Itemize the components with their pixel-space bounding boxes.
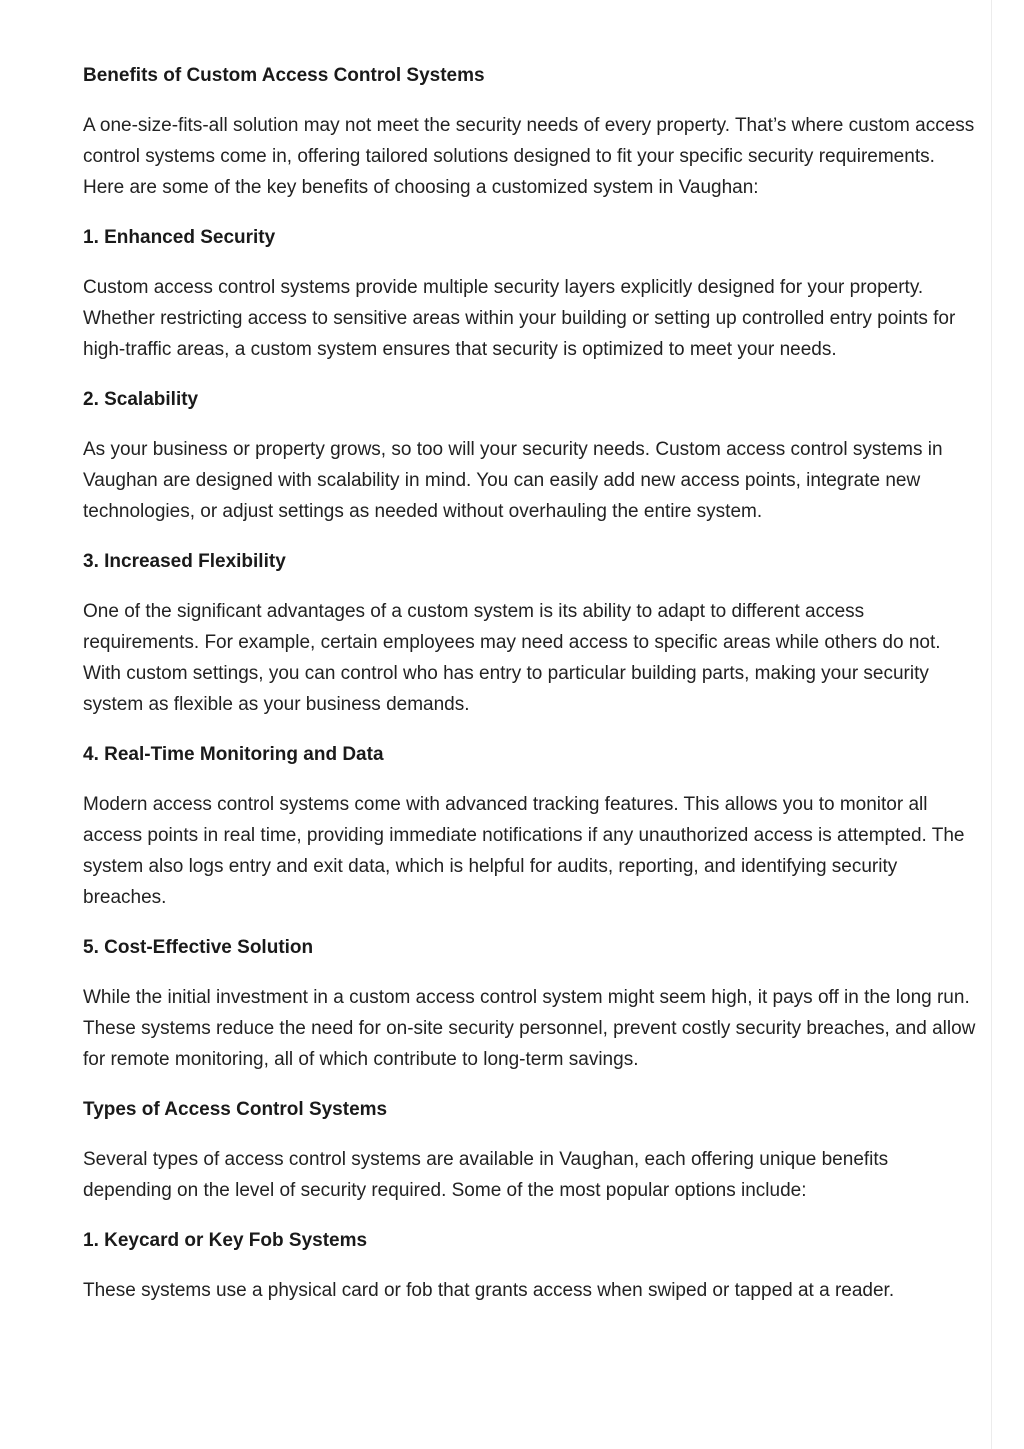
- section-heading-types: Types of Access Control Systems: [83, 1099, 388, 1120]
- section-heading-benefits: Benefits of Custom Access Control Systems: [83, 65, 485, 86]
- scalability-paragraph: As your business or property grows, so too will your security needs. Custom access control systems in Vaughan are designed with scalability in mind. You can easily add new access points, integrate new technologies, or adjust settings as needed without overhauling the entire system.: [83, 439, 943, 522]
- types-intro-paragraph: Several types of access control systems are available in Vaughan, each offering unique benefits depending on the level of security required. Some of the most popular options include:: [83, 1149, 889, 1201]
- subheading-enhanced-security: 1. Enhanced Security: [83, 227, 276, 248]
- intro-paragraph: A one-size-fits-all solution may not meet the security needs of every property. That’s where custom access control systems come in, offering tailored solutions designed to fit your specific security requirements. Here are some of the key benefits of choosing a customized system in Vaughan:: [83, 115, 975, 198]
- document-body: [83, 60, 976, 1325]
- subheading-real-time-monitoring: 4. Real-Time Monitoring and Data: [83, 744, 384, 765]
- enhanced-security-paragraph: Custom access control systems provide multiple security layers explicitly designed for your property. Whether restricting access to sensitive areas within your building or setting up controlled entry points for high-traffic areas, a custom system ensures that security is optimized to meet your needs.: [83, 277, 956, 360]
- keycard-systems-paragraph: These systems use a physical card or fob that grants access when swiped or tapped at a reader.: [83, 1280, 895, 1301]
- subheading-keycard-systems: 1. Keycard or Key Fob Systems: [83, 1230, 368, 1251]
- subheading-increased-flexibility: 3. Increased Flexibility: [83, 551, 286, 572]
- real-time-monitoring-paragraph: Modern access control systems come with advanced tracking features. This allows you to monitor all access points in real time, providing immediate notifications if any unauthorized access is attempted. The system also logs entry and exit data, which is helpful for audits, reporting, and identifying security breaches.: [83, 794, 965, 908]
- subheading-cost-effective: 5. Cost-Effective Solution: [83, 937, 314, 958]
- cost-effective-paragraph: While the initial investment in a custom access control system might seem high, it pays off in the long run. These systems reduce the need for on-site security personnel, prevent costly security breaches, and allow for remote monitoring, all of which contribute to long-term savings.: [83, 987, 976, 1070]
- subheading-scalability: 2. Scalability: [83, 389, 199, 410]
- increased-flexibility-paragraph: One of the significant advantages of a custom system is its ability to adapt to different access requirements. For example, certain employees may need access to specific areas while others do not. With custom settings, you can control who has entry to particular building parts, making your security system as flexible as your business demands.: [83, 601, 941, 715]
